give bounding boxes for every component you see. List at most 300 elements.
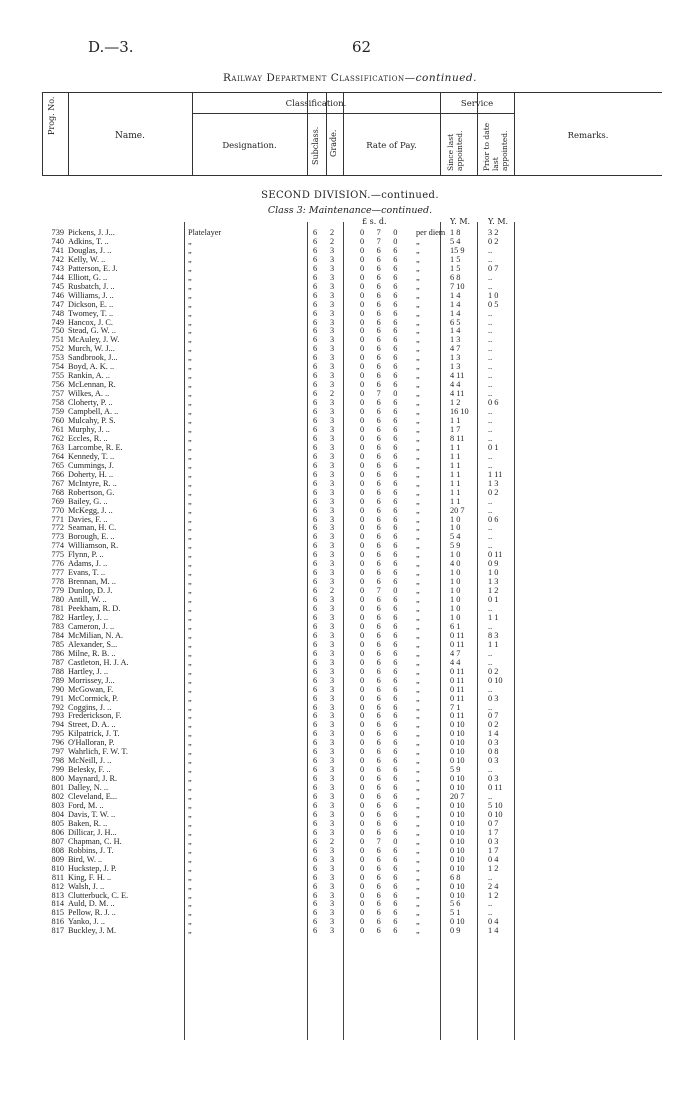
service-since: 0 11 (450, 693, 465, 703)
service-since: 0 10 (450, 756, 465, 766)
table-row (0, 774, 700, 783)
table-row (0, 291, 700, 300)
pay-unit: „ (416, 460, 420, 470)
grade: 3 (330, 451, 335, 461)
subclass: 6 (313, 675, 318, 685)
table-row (0, 586, 700, 595)
service-prior: 5 10 (488, 801, 503, 810)
grade: 3 (330, 371, 335, 381)
rate-of-pay: 0 6 6 (360, 765, 403, 775)
page-header (0, 38, 700, 58)
grade: 2 (330, 389, 335, 399)
subclass: 6 (313, 469, 318, 479)
rate-of-pay: 0 6 6 (360, 612, 403, 622)
pay-unit: „ (416, 442, 420, 452)
service-prior: 0 6 (488, 398, 499, 408)
page-subtitle (0, 72, 700, 84)
service-header: Service (460, 99, 494, 109)
subclass: 6 (313, 568, 318, 578)
grade: 3 (330, 335, 335, 345)
table-row (0, 559, 700, 568)
service-since: 0 10 (450, 801, 465, 810)
prog-no: 816 (51, 917, 64, 927)
designation: „ (188, 756, 192, 766)
pay-unit: „ (416, 523, 420, 533)
rate-of-pay: 0 6 6 (360, 621, 403, 631)
rate-of-pay: 0 6 6 (360, 845, 403, 855)
service-prior: 0 6 (488, 514, 499, 524)
employee-name: McIntyre, R. .. (68, 478, 117, 488)
rate-of-pay: 0 6 6 (360, 460, 403, 470)
service-since: 5 1 (450, 908, 461, 918)
service-since: 6 5 (450, 317, 461, 327)
prog-no: 766 (51, 469, 64, 479)
employee-name: McLennan, R. (68, 380, 116, 390)
pay-unit: „ (416, 469, 420, 479)
pay-unit: „ (416, 720, 420, 730)
employee-name: Peekham, R. D. (68, 604, 121, 614)
pay-unit: „ (416, 881, 420, 891)
prog-no: 787 (51, 657, 64, 667)
designation: „ (188, 326, 192, 336)
service-prior: 0 3 (488, 836, 499, 846)
pay-unit: „ (416, 541, 420, 551)
service-since: 1 0 (450, 612, 461, 622)
service-since: 1 8 (450, 228, 461, 237)
subclass: 6 (313, 272, 318, 282)
table-row (0, 541, 700, 550)
grade: 3 (330, 783, 335, 793)
employee-name: Boyd, A. K. .. (68, 362, 115, 372)
designation: „ (188, 308, 192, 318)
employee-name: Street, D. A. .. (68, 720, 116, 730)
service-since: 4 4 (450, 657, 461, 667)
pay-unit: „ (416, 299, 420, 309)
employee-name: Chapman, C. H. (68, 836, 122, 846)
subclass: 6 (313, 496, 318, 506)
table-row (0, 703, 700, 712)
prog-no: 772 (51, 523, 64, 533)
subclass: 6 (313, 612, 318, 622)
rate-of-pay: 0 6 6 (360, 774, 403, 784)
employee-name: Cummings, J. (68, 460, 114, 470)
rate-of-pay: 0 6 6 (360, 478, 403, 488)
table-row (0, 300, 700, 309)
pay-unit: „ (416, 765, 420, 775)
grade: 3 (330, 684, 335, 694)
designation: „ (188, 317, 192, 327)
employee-name: Douglas, J. .. (68, 245, 112, 255)
rate-of-pay: 0 6 6 (360, 514, 403, 524)
prog-no-header: Prog. No. (47, 96, 56, 135)
rate-of-pay: 0 6 6 (360, 245, 403, 255)
prog-no: 751 (51, 335, 64, 345)
prog-no: 764 (51, 451, 64, 461)
grade-header: Grade. (329, 129, 338, 157)
rate-of-pay: 0 6 6 (360, 809, 403, 819)
employee-name: Antill, W. .. (68, 595, 107, 605)
table-row (0, 926, 700, 935)
prog-no: 768 (51, 487, 64, 497)
prog-no: 809 (51, 854, 64, 864)
prog-no: 765 (51, 460, 64, 470)
subclass: 6 (313, 899, 318, 909)
employee-name: Frederickson, F. (68, 711, 122, 721)
pay-unit: „ (416, 908, 420, 918)
service-prior: 0 7 (488, 818, 499, 828)
subclass: 6 (313, 586, 318, 596)
service-since: 4 0 (450, 559, 461, 569)
prog-no: 813 (51, 890, 64, 900)
service-since: 1 3 (450, 353, 461, 363)
subclass: 6 (313, 281, 318, 291)
grade: 3 (330, 416, 335, 426)
table-row (0, 729, 700, 738)
grade: 3 (330, 433, 335, 443)
grade: 3 (330, 917, 335, 927)
grade: 2 (330, 236, 335, 246)
prog-no: 743 (51, 263, 64, 273)
subclass: 6 (313, 908, 318, 918)
designation: Platelayer (188, 228, 222, 237)
table-row (0, 882, 700, 891)
pay-unit: „ (416, 335, 420, 345)
designation: „ (188, 344, 192, 354)
rate-of-pay: 0 6 6 (360, 818, 403, 828)
pay-unit: „ (416, 496, 420, 506)
pay-unit: „ (416, 711, 420, 721)
pay-unit: „ (416, 872, 420, 882)
service-prior: 0 4 (488, 854, 499, 864)
pay-unit: „ (416, 666, 420, 676)
service-prior: 0 3 (488, 738, 499, 748)
pay-unit: „ (416, 281, 420, 291)
subclass: 6 (313, 380, 318, 390)
grade: 3 (330, 505, 335, 515)
table-row (0, 765, 700, 774)
prog-no: 807 (51, 836, 64, 846)
subclass: 6 (313, 559, 318, 569)
subclass: 6 (313, 344, 318, 354)
service-since: 0 10 (450, 854, 465, 864)
pay-unit: „ (416, 756, 420, 766)
table-body (0, 228, 700, 935)
table-row (0, 479, 700, 488)
service-since: 1 1 (450, 451, 461, 461)
service-prior: 0 2 (488, 236, 499, 246)
pay-unit: „ (416, 236, 420, 246)
grade: 3 (330, 281, 335, 291)
pay-unit: „ (416, 595, 420, 605)
table-row (0, 380, 700, 389)
employee-name: Robertson, G. (68, 487, 115, 497)
subclass: 6 (313, 523, 318, 533)
designation: „ (188, 648, 192, 658)
rate-of-pay: 0 6 6 (360, 738, 403, 748)
designation: „ (188, 514, 192, 524)
designation: „ (188, 577, 192, 587)
employee-name: McKegg, J. .. (68, 505, 113, 515)
table-row (0, 371, 700, 380)
subclass: 6 (313, 604, 318, 614)
grade: 3 (330, 639, 335, 649)
designation: „ (188, 568, 192, 578)
pay-unit: „ (416, 774, 420, 784)
classification-header: Classification. (285, 99, 347, 109)
prog-no: 802 (51, 792, 64, 802)
employee-name: Bird, W. .. (68, 854, 103, 864)
prog-no: 778 (51, 577, 64, 587)
section-division: SECOND DIVISION.—continued. (261, 190, 439, 201)
rate-of-pay: 0 7 0 (360, 228, 403, 237)
prog-no: 775 (51, 550, 64, 560)
prog-no: 780 (51, 595, 64, 605)
designation: „ (188, 783, 192, 793)
grade: 3 (330, 738, 335, 748)
rate-of-pay: 0 6 6 (360, 720, 403, 730)
designation: „ (188, 917, 192, 927)
table-row (0, 711, 700, 720)
document-code: D.—3. (88, 38, 134, 56)
prog-no: 784 (51, 630, 64, 640)
pay-unit: „ (416, 308, 420, 318)
pay-unit: „ (416, 693, 420, 703)
designation: „ (188, 433, 192, 443)
rate-of-pay: 0 6 6 (360, 899, 403, 909)
pay-unit: „ (416, 559, 420, 569)
grade: 3 (330, 818, 335, 828)
table-row (0, 309, 700, 318)
subclass: 6 (313, 407, 318, 417)
designation: „ (188, 675, 192, 685)
prog-no: 792 (51, 702, 64, 712)
service-prior: 1 1 (488, 612, 499, 622)
pay-unit: „ (416, 380, 420, 390)
service-since: 0 10 (450, 863, 465, 873)
designation: „ (188, 621, 192, 631)
prog-no: 758 (51, 398, 64, 408)
prog-no: 793 (51, 711, 64, 721)
rate-of-pay: 0 6 6 (360, 827, 403, 837)
service-prior: 0 10 (488, 675, 503, 685)
employee-name: Baken, R. .. (68, 818, 108, 828)
service-prior: .. (488, 621, 493, 631)
grade: 3 (330, 693, 335, 703)
table-row (0, 622, 700, 631)
rate-of-pay: 0 6 6 (360, 917, 403, 927)
subclass: 6 (313, 702, 318, 712)
service-prior: .. (488, 523, 493, 533)
rate-of-pay: 0 6 6 (360, 469, 403, 479)
rate-of-pay: 0 6 6 (360, 326, 403, 336)
designation: „ (188, 684, 192, 694)
table-row (0, 264, 700, 273)
designation: „ (188, 899, 192, 909)
table-row (0, 658, 700, 667)
service-prior: .. (488, 460, 493, 470)
prog-no: 771 (51, 514, 64, 524)
prog-no: 785 (51, 639, 64, 649)
pay-unit: „ (416, 792, 420, 802)
page-number: 62 (352, 38, 372, 56)
employee-name: Milne, R. B. .. (68, 648, 116, 658)
service-prior: .. (488, 532, 493, 542)
employee-name: Murch, W. J... (68, 344, 115, 354)
employee-name: McGowan, F. (68, 684, 114, 694)
designation: „ (188, 424, 192, 434)
subclass: 6 (313, 648, 318, 658)
employee-name: Cleveland, E... (68, 792, 118, 802)
table-row (0, 873, 700, 882)
prog-no: 782 (51, 612, 64, 622)
subclass: 6 (313, 236, 318, 246)
employee-name: Adkins, T. .. (68, 236, 109, 246)
pay-unit: „ (416, 433, 420, 443)
employee-name: Morrissey, J... (68, 675, 115, 685)
prog-no: 761 (51, 424, 64, 434)
employee-name: Twomey, T. .. (68, 308, 114, 318)
prog-no: 744 (51, 272, 64, 282)
employee-name: Flynn, P. .. (68, 550, 104, 560)
grade: 3 (330, 630, 335, 640)
prog-no: 746 (51, 290, 64, 300)
subclass: 6 (313, 398, 318, 408)
service-since: 1 1 (450, 416, 461, 426)
pay-unit: „ (416, 263, 420, 273)
grade: 3 (330, 621, 335, 631)
employee-name: Hartley, J. .. (68, 612, 109, 622)
service-since: 1 0 (450, 514, 461, 524)
subclass: 6 (313, 487, 318, 497)
service-since: 4 7 (450, 344, 461, 354)
rate-of-pay: 0 6 6 (360, 335, 403, 345)
employee-name: Kennedy, T. .. (68, 451, 115, 461)
subclass: 6 (313, 335, 318, 345)
service-since: 20 7 (450, 792, 465, 802)
service-since: 1 0 (450, 586, 461, 596)
employee-name: Mulcahy, P. S. (68, 416, 116, 426)
grade: 3 (330, 469, 335, 479)
employee-name: Huckstep, J. P. (68, 863, 117, 873)
prog-no: 767 (51, 478, 64, 488)
grade: 3 (330, 532, 335, 542)
designation: „ (188, 693, 192, 703)
service-prior: 1 0 (488, 568, 499, 578)
table-row (0, 506, 700, 515)
service-since: 0 11 (450, 630, 465, 640)
service-since: 15 9 (450, 245, 465, 255)
employee-name: Robbins, J. T. (68, 845, 114, 855)
table-row (0, 425, 700, 434)
rate-of-pay: 0 6 6 (360, 756, 403, 766)
service-since: 20 7 (450, 505, 465, 515)
service-since: 0 10 (450, 720, 465, 730)
pay-unit: „ (416, 604, 420, 614)
employee-name: Eccles, R. .. (68, 433, 108, 443)
table-row (0, 694, 700, 703)
table-row (0, 461, 700, 470)
rate-of-pay: 0 6 6 (360, 487, 403, 497)
employee-name: Alexander, S... (68, 639, 118, 649)
table-row (0, 908, 700, 917)
grade: 3 (330, 774, 335, 784)
designation: „ (188, 335, 192, 345)
table-row (0, 595, 700, 604)
subclass: 6 (313, 711, 318, 721)
designation: „ (188, 460, 192, 470)
subclass: 6 (313, 926, 318, 936)
designation: „ (188, 281, 192, 291)
table-row (0, 846, 700, 855)
pay-unit: „ (416, 398, 420, 408)
service-prior: 0 2 (488, 720, 499, 730)
employee-name: Larcombe, R. E. (68, 442, 123, 452)
service-prior: 0 1 (488, 442, 499, 452)
table-row (0, 389, 700, 398)
prog-no: 747 (51, 299, 64, 309)
employee-name: Borough, E. .. (68, 532, 115, 542)
prog-no: 791 (51, 693, 64, 703)
service-since: 8 11 (450, 433, 465, 443)
table-row (0, 407, 700, 416)
service-prior: .. (488, 657, 493, 667)
service-prior: .. (488, 389, 493, 399)
employee-name: Kilpatrick, J. T. (68, 729, 120, 739)
grade: 3 (330, 863, 335, 873)
prog-no: 817 (51, 926, 64, 936)
service-prior: 0 3 (488, 756, 499, 766)
rate-of-pay: 0 6 6 (360, 648, 403, 658)
prog-no: 808 (51, 845, 64, 855)
table-row (0, 515, 700, 524)
employee-name: Evans, T. .. (68, 568, 106, 578)
service-prior: 1 2 (488, 586, 499, 596)
service-prior: 0 2 (488, 487, 499, 497)
service-since: 0 11 (450, 666, 465, 676)
service-prior: .. (488, 344, 493, 354)
prog-no: 796 (51, 738, 64, 748)
employee-name: Rankin, A. .. (68, 371, 110, 381)
grade: 3 (330, 460, 335, 470)
table-row (0, 801, 700, 810)
service-since: 1 7 (450, 424, 461, 434)
designation: „ (188, 362, 192, 372)
table-row (0, 756, 700, 765)
prog-no: 797 (51, 747, 64, 757)
service-prior: .. (488, 433, 493, 443)
service-prior: .. (488, 765, 493, 775)
subclass: 6 (313, 326, 318, 336)
grade: 3 (330, 926, 335, 936)
rate-of-pay: 0 6 6 (360, 442, 403, 452)
pay-unit: „ (416, 451, 420, 461)
employee-name: McCormick, P. (68, 693, 119, 703)
rate-of-pay: 0 6 6 (360, 568, 403, 578)
rate-of-pay: 0 6 6 (360, 263, 403, 273)
grade: 3 (330, 657, 335, 667)
rate-of-pay: 0 7 0 (360, 586, 403, 596)
subclass: 6 (313, 845, 318, 855)
service-since: 1 3 (450, 335, 461, 345)
service-prior: .. (488, 505, 493, 515)
grade: 3 (330, 765, 335, 775)
service-since: 6 8 (450, 872, 461, 882)
rate-of-pay: 0 7 0 (360, 836, 403, 846)
subclass: 6 (313, 245, 318, 255)
service-since: 1 0 (450, 550, 461, 560)
designation: „ (188, 496, 192, 506)
grade: 3 (330, 648, 335, 658)
